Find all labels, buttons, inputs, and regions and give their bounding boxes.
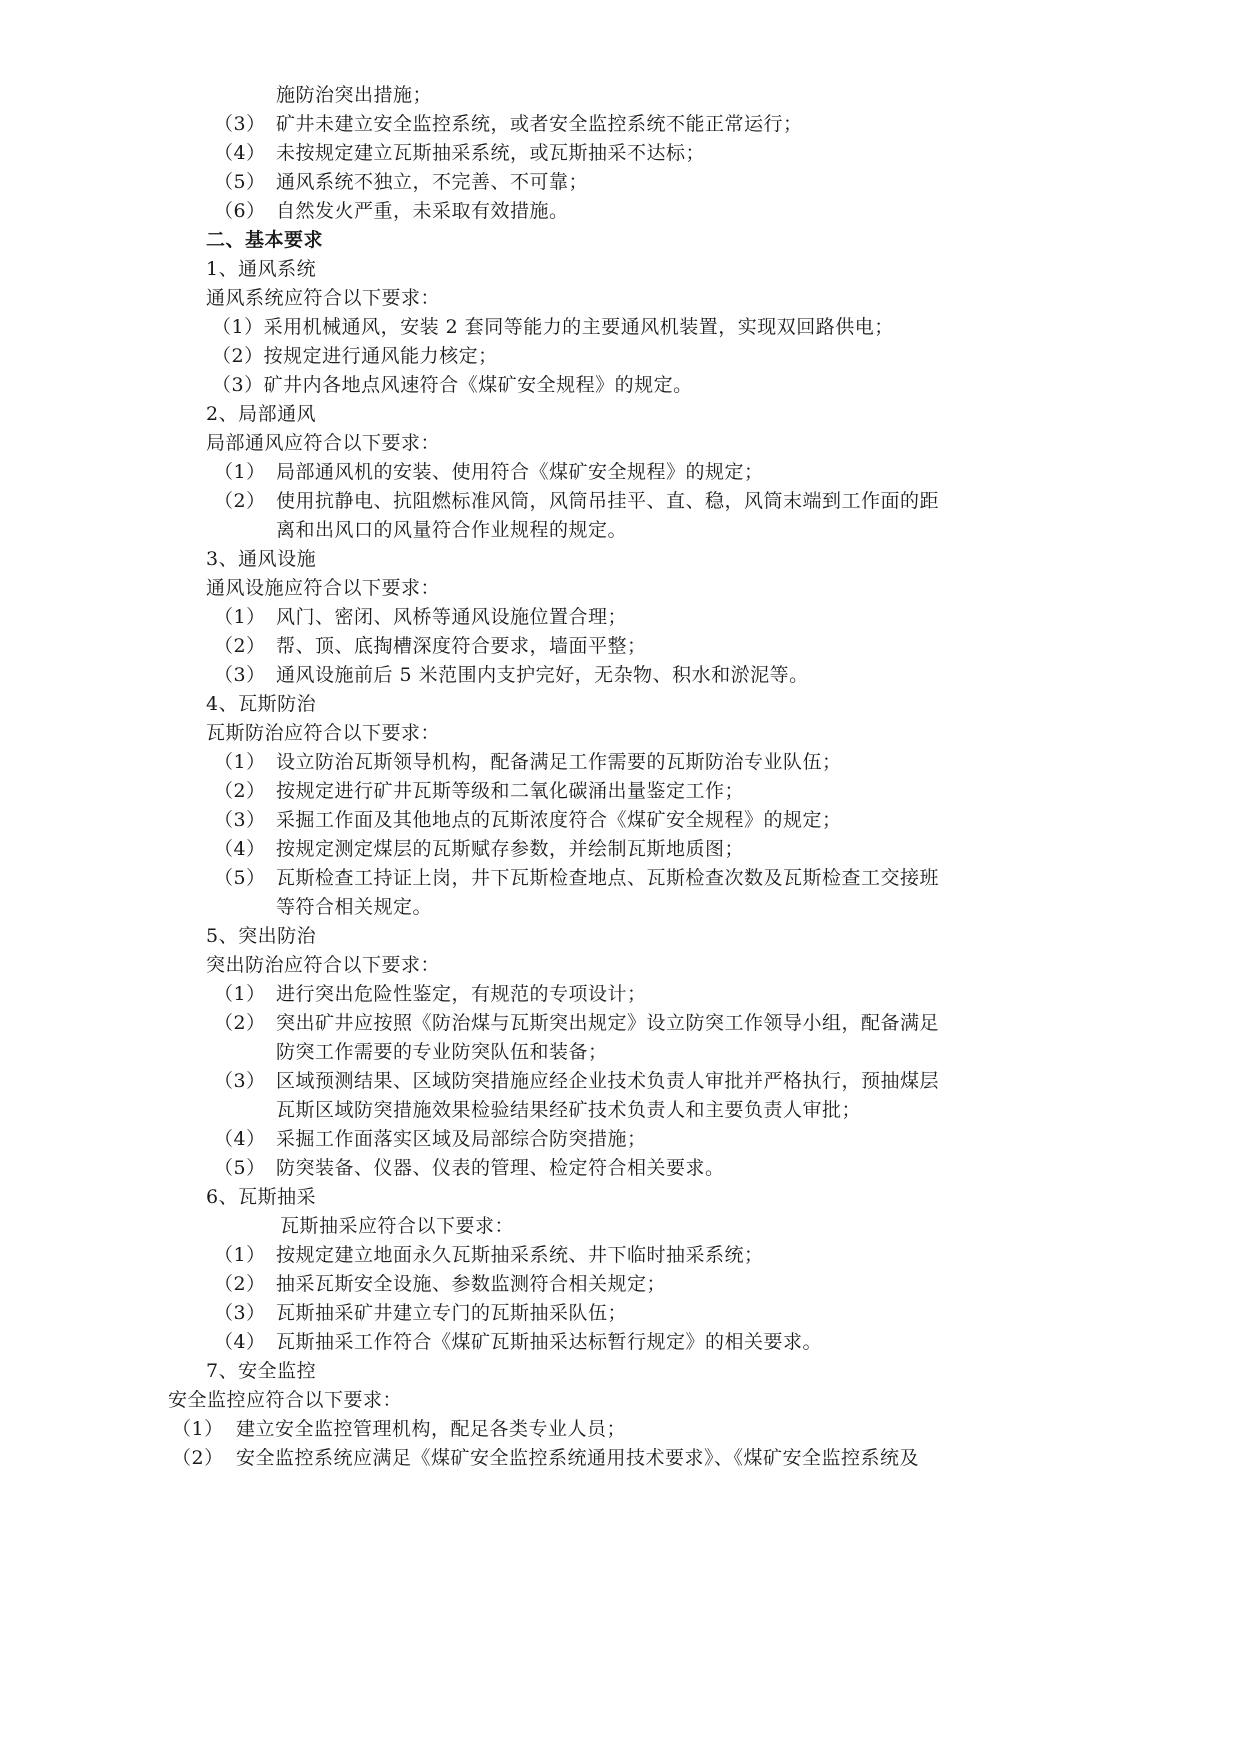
list-item: （2） 按规定进行矿井瓦斯等级和二氧化碳涌出量鉴定工作；: [214, 780, 745, 802]
paragraph-line: 突出防治应符合以下要求：: [206, 954, 441, 976]
list-item: （1） 局部通风机的安装、使用符合《煤矿安全规程》的规定；: [214, 461, 764, 483]
list-item: （5） 通风系统不独立，不完善、不可靠；: [214, 171, 589, 193]
list-item: （1） 建立安全监控管理机构，配足各类专业人员；: [172, 1418, 627, 1440]
list-item: （5） 瓦斯检查工持证上岗，井下瓦斯检查地点、瓦斯检查次数及瓦斯检查工交接班: [214, 867, 940, 889]
subsection-heading: 5、突出防治: [206, 925, 317, 947]
paragraph-line: 通风系统应符合以下要求：: [206, 287, 441, 309]
paragraph-line: 瓦斯抽采应符合以下要求：: [280, 1215, 515, 1237]
list-item: （2） 使用抗静电、抗阻燃标准风筒，风筒吊挂平、直、稳，风筒末端到工作面的距: [214, 490, 940, 512]
list-item: （4） 瓦斯抽采工作符合《煤矿瓦斯抽采达标暂行规定》的相关要求。: [214, 1331, 823, 1353]
subsection-heading: 4、瓦斯防治: [206, 693, 317, 715]
section-heading: 二、基本要求: [206, 229, 324, 251]
paragraph-line: 局部通风应符合以下要求：: [206, 432, 441, 454]
list-item: （6） 自然发火严重，未采取有效措施。: [214, 200, 569, 222]
paragraph-line: 瓦斯防治应符合以下要求：: [206, 722, 441, 744]
list-item: （2）按规定进行通风能力核定；: [212, 345, 498, 367]
list-item: （5） 防突装备、仪器、仪表的管理、检定符合相关要求。: [214, 1157, 725, 1179]
paragraph-line: 通风设施应符合以下要求：: [206, 577, 441, 599]
list-item-continuation: 离和出风口的风量符合作业规程的规定。: [276, 519, 628, 541]
list-item: （1） 设立防治瓦斯领导机构，配备满足工作需要的瓦斯防治专业队伍；: [214, 751, 842, 773]
list-item-continuation: 瓦斯区域防突措施效果检验结果经矿技术负责人和主要负责人审批；: [276, 1099, 862, 1121]
text-line: 施防治突出措施；: [276, 84, 433, 106]
list-item: （3） 区域预测结果、区域防突措施应经企业技术负责人审批并严格执行，预抽煤层: [214, 1070, 940, 1092]
list-item: （3） 矿井未建立安全监控系统，或者安全监控系统不能正常运行；: [214, 113, 803, 135]
list-item-continuation: 防突工作需要的专业防突队伍和装备；: [276, 1041, 608, 1063]
list-item: （4） 按规定测定煤层的瓦斯赋存参数，并绘制瓦斯地质图；: [214, 838, 745, 860]
list-item: （1） 按规定建立地面永久瓦斯抽采系统、井下临时抽采系统；: [214, 1244, 764, 1266]
list-item: （2） 安全监控系统应满足《煤矿安全监控系统通用技术要求》、《煤矿安全监控系统及: [172, 1447, 920, 1469]
list-item: （2） 突出矿井应按照《防治煤与瓦斯突出规定》设立防突工作领导小组，配备满足: [214, 1012, 940, 1034]
subsection-heading: 1、通风系统: [206, 258, 317, 280]
list-item: （2） 抽采瓦斯安全设施、参数监测符合相关规定；: [214, 1273, 667, 1295]
list-item-continuation: 等符合相关规定。: [276, 896, 433, 918]
list-item: （3） 瓦斯抽采矿井建立专门的瓦斯抽采队伍；: [214, 1302, 628, 1324]
paragraph-line: 安全监控应符合以下要求：: [168, 1389, 403, 1411]
list-item: （1）采用机械通风，安装 2 套同等能力的主要通风机装置，实现双回路供电；: [212, 316, 894, 338]
list-item: （2） 帮、顶、底掏槽深度符合要求，墙面平整；: [214, 635, 647, 657]
list-item: （1） 风门、密闭、风桥等通风设施位置合理；: [214, 606, 628, 628]
list-item: （3）矿井内各地点风速符合《煤矿安全规程》的规定。: [212, 374, 693, 396]
subsection-heading: 2、局部通风: [206, 403, 317, 425]
list-item: （3） 采掘工作面及其他地点的瓦斯浓度符合《煤矿安全规程》的规定；: [214, 809, 842, 831]
list-item: （3） 通风设施前后 5 米范围内支护完好，无杂物、积水和淤泥等。: [214, 664, 809, 686]
subsection-heading: 7、安全监控: [206, 1360, 317, 1382]
subsection-heading: 6、瓦斯抽采: [206, 1186, 317, 1208]
subsection-heading: 3、通风设施: [206, 548, 317, 570]
list-item: （4） 采掘工作面落实区域及局部综合防突措施；: [214, 1128, 647, 1150]
list-item: （4） 未按规定建立瓦斯抽采系统，或瓦斯抽采不达标；: [214, 142, 706, 164]
list-item: （1） 进行突出危险性鉴定，有规范的专项设计；: [214, 983, 647, 1005]
